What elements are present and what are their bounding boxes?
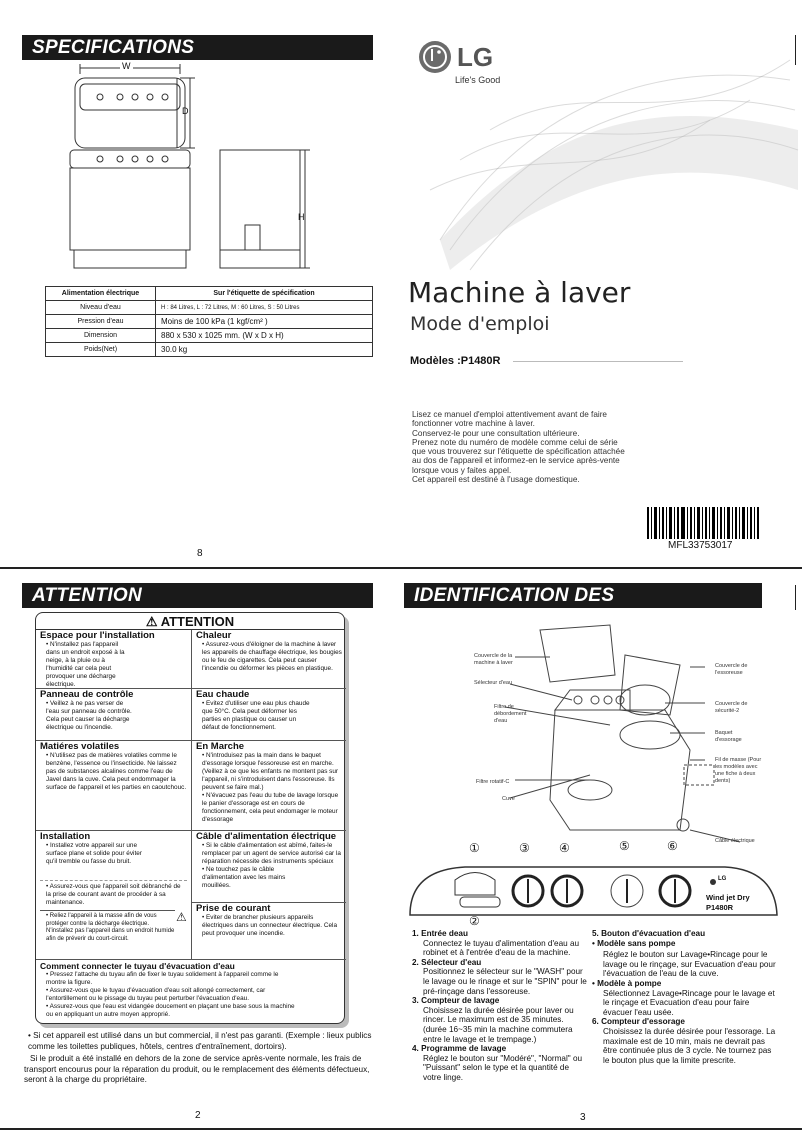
width-label: W xyxy=(122,61,131,71)
model-rule xyxy=(513,361,683,362)
label-couvercle-essoreuse: Couvercle de l'essoreuse xyxy=(715,663,748,676)
section-volatiles xyxy=(36,741,191,831)
table-row xyxy=(46,315,373,329)
label-baquet: Baquet d'essorage xyxy=(715,730,742,743)
barcode xyxy=(647,507,759,539)
cover-subtitle: Mode d'emploi xyxy=(410,313,550,335)
component-item xyxy=(412,958,588,996)
table-header-row xyxy=(46,287,373,301)
cover-title: Machine à laver xyxy=(408,276,631,309)
item-title: 1. Entrée deau xyxy=(412,929,468,938)
identification-header: IDENTIFICATION DES COMPOSANTS xyxy=(404,583,762,608)
section-text: • Assurez-vous d'éloigner de la machine à laver les appareils de chauffage électrique, les bougies ou le feu de cigarettes. Cela peut causer l'incendie ou déformer les pièces en plastique. xyxy=(202,641,342,672)
page-number: 2 xyxy=(195,1110,201,1121)
section-text: • Installez votre appareil sur une surface plane et solide pour éviter qu'il tremble ou fasse du bruit. xyxy=(46,842,142,865)
item-title: 5. Bouton d'évacuation d'eau xyxy=(592,929,706,938)
depth-label: D xyxy=(182,106,189,116)
box-title-text: ATTENTION xyxy=(160,614,235,629)
intro-line: Lisez ce manuel d'emploi attentivement avant de faire xyxy=(412,410,607,419)
section-title: Prise de courant xyxy=(196,903,271,914)
table-cell: Poids(Net) xyxy=(46,343,156,357)
component-list-left xyxy=(412,929,588,1083)
item-text: Réglez le bouton sur Lavage•Rincage pour le lavage ou le rinçage, sur Evacuation d'eau pour l'évacuation de l'eau de la cuve. xyxy=(603,950,776,979)
section-tuyau xyxy=(36,959,346,1023)
item-text: Choisissez la durée désirée pour laver ou rincer. Le maximum est de 35 minutes. (durée 16~35 min la machine commutera entre le lavage et le trempage.) xyxy=(423,1005,574,1044)
component-item xyxy=(592,1017,777,1065)
intro-line: Conservez-le pour une consultation ultérieure. xyxy=(412,428,580,438)
table-cell: Moins de 100 kPa (1 kgf/cm² ) xyxy=(156,315,373,329)
section-chaleur xyxy=(192,630,346,689)
item-title: 6. Compteur d'essorage xyxy=(592,1017,685,1027)
callout-4: ④ xyxy=(559,841,570,855)
section-panneau xyxy=(36,689,191,741)
attention-box-title xyxy=(36,613,344,630)
intro-line: lorsque vous y faites appel. xyxy=(412,465,512,475)
section-text: • Ne touchez pas le câble d'alimentation avec les mains mouillées. xyxy=(202,866,286,889)
label-cuve: Cuve xyxy=(502,796,515,802)
section-text: • N'utilisez pas de matières volatiles comme le benzène, l'essence ou l'insecticide. Ne laissez pas de substances alcalines comme l'eau de Javel dans la cuve. Cela peut endommager la surface de l'appareil et les parties en caoutchouc. xyxy=(46,752,187,791)
callout-2: ② xyxy=(469,914,480,928)
table-row xyxy=(46,343,373,357)
height-label: H xyxy=(298,212,305,222)
section-text: • Assurez-vous que l'eau est vidangée doucement en plaçant une base sous la machine ou en appliquant un autre moyen approprié. xyxy=(46,1003,295,1018)
section-espace xyxy=(36,630,191,689)
page-divider-bottom xyxy=(0,1128,802,1130)
section-text: • N'installez pas l'appareil dans un endroit exposé à la neige, à la pluie ou à l'humidité car cela peut provoquer une décharge électrique. xyxy=(46,641,125,688)
section-title: Matiéres volatiles xyxy=(40,741,120,752)
table-cell: Dimension xyxy=(46,329,156,343)
table-cell: Niveau d'eau xyxy=(46,301,156,315)
item-title: 2. Sélecteur d'eau xyxy=(412,957,482,967)
section-text: • N'évacuez pas l'eau du tube de lavage lorsque le panier d'essorage est en cours de fonctionnement, cela peut endomager le moteur d'essorage xyxy=(202,792,339,823)
section-title: Espace pour l'installation xyxy=(40,630,155,641)
component-list-right xyxy=(592,929,777,1065)
section-text: • Assurez-vous que l'appareil soit débranché de la prise de courant avant de procéder à sa maintenance. xyxy=(40,880,187,910)
panel-brand: LG xyxy=(718,876,727,882)
section-title: Panneau de contrôle xyxy=(40,689,134,700)
table-row xyxy=(46,301,373,315)
attention-notes xyxy=(24,1031,374,1086)
page-number: 3 xyxy=(580,1112,586,1123)
barcode-number: MFL33753017 xyxy=(668,540,733,551)
intro-line: que vous trouverez sur l'étiquette de spécification attachée xyxy=(412,447,625,457)
attention-header: ATTENTION xyxy=(22,583,373,608)
table-cell: 30.0 kg xyxy=(156,343,373,357)
page-divider xyxy=(0,567,802,569)
item-title: • Modèle sans pompe xyxy=(592,938,676,948)
specification-table xyxy=(45,286,373,357)
table-cell: Pression d'eau xyxy=(46,315,156,329)
machine-dimension-drawing xyxy=(60,60,360,282)
component-item xyxy=(412,996,588,1044)
section-marche xyxy=(192,741,346,831)
section-text: • Si le câble d'alimentation est abîmé, faites-le remplacer par un agent de service autorisé car la réparation nécessite des instruments spéciaux xyxy=(202,842,341,865)
component-item xyxy=(592,979,777,1017)
section-installation xyxy=(36,831,191,959)
item-text: Positionnez le sélecteur sur le "WASH" pour le lavage ou le rinage et sur le "SPIN" pour le pré-rinçage dans l'essoreuse. xyxy=(423,967,587,996)
component-item xyxy=(412,929,588,958)
table-cell: 880 x 530 x 1025 mm. (W x D x H) xyxy=(156,329,373,343)
table-cell: H : 84 Litres, L : 72 Litres, M : 60 Litres, S : 50 Litres xyxy=(156,301,373,315)
callout-3: ③ xyxy=(519,841,530,855)
intro-line: fonctionner votre machine à laver. xyxy=(412,419,535,429)
callout-6: ⑥ xyxy=(667,839,678,853)
item-title: • Modèle à pompe xyxy=(592,978,662,988)
section-text: • Veillez à ne pas verser de l'eau sur panneau de contrôle. Cela peut causer la décharge électrique ou l'incendie. xyxy=(46,700,132,731)
intro-line: Prenez note du numéro de modèle comme celui de série xyxy=(412,437,618,447)
service-zone-note: Si le produit a été installé en dehors de la zone de service après-vente normale, les frais de transport encourus pour la réparation du produit, ou le remplacement des éléments défectueux, seront à la charge du propriétaire. xyxy=(24,1054,370,1084)
section-title: Installation xyxy=(40,831,91,842)
component-item xyxy=(412,1044,588,1082)
model-number: P1480R xyxy=(460,355,501,367)
page-edge xyxy=(795,585,796,610)
item-title: 3. Compteur de lavage xyxy=(412,996,500,1006)
callout-5: ⑤ xyxy=(619,839,630,853)
model-line xyxy=(410,355,683,367)
callout-1: ① xyxy=(469,841,480,855)
panel-model: P1480R xyxy=(706,903,734,912)
section-title: Eau chaude xyxy=(196,689,250,700)
cover-intro xyxy=(412,410,625,484)
electric-warning-icon: ⚠ xyxy=(176,910,187,924)
section-text: • N'introduisez pas la main dans le baquet d'essorage lorsque l'essoreuse est en marche. (Veillez à ce que les enfants ne montent pas sur l'appareil, ni s'introduisent dans l'essoreuse. Ils peuvent se faire mal.) xyxy=(202,752,339,791)
section-text: • Reliez l'appareil à la masse afin de vous protéger contre la décharge électrique. N'installez pas l'appareil dans un endroit humide afin de préverir du court-circuit. xyxy=(40,910,175,943)
component-item xyxy=(592,939,777,979)
commercial-use-note: • Si cet appareil est utilisé dans un but commercial, il n'est pas garanti. (Exemple : lieux publics comme les toilettes publiques, hôtels, centres d'entraînement, dortoirs). xyxy=(28,1031,372,1051)
specifications-header: SPECIFICATIONS xyxy=(22,35,373,60)
brand-name: LG xyxy=(457,41,494,72)
section-eau-chaude xyxy=(192,689,346,741)
table-row xyxy=(46,329,373,343)
intro-line: Cet appareil est destiné à l'usage domestique. xyxy=(412,475,580,485)
section-text: • Evitez d'utiliser une eau plus chaude que 50°C. Cela peut déformer les parties en plastique ou causer un défaut de fonctionnement. xyxy=(202,700,310,731)
warning-triangle-icon: ⚠ xyxy=(145,614,161,629)
panel-name: Wind jet Dry xyxy=(706,893,750,902)
table-header: Sur l'étiquette de spécification xyxy=(156,287,373,301)
label-couvercle-securite: Couvercle de sécurité-2 xyxy=(715,701,748,714)
item-text: Choisissez la durée désirée pour l'essorage. La maximale est de 10 min, mais ne devrait pas être continuée plus de 3 cycle. Ne tournez pas le bouton plus que la limite prescrite. xyxy=(603,1026,776,1065)
item-title: 4. Programme de lavage xyxy=(412,1044,507,1054)
section-text: • Pressez l'attache du tuyau afin de fixer le tuyau solidement à l'appareil comme le montre la figure. xyxy=(46,971,279,986)
component-item xyxy=(592,929,777,939)
cover-swirl-graphic xyxy=(410,40,800,280)
section-title: Chaleur xyxy=(196,630,232,641)
label-fil-masse: Fil de masse (Pour les modèles avec une fiche à deux dents) xyxy=(715,757,762,784)
item-text: Connectez le tuyau d'alimentation d'eau au robinet et à l'entrée d'eau de la machine. xyxy=(423,938,580,958)
section-text: • Eviter de brancher plusieurs appareils électriques dans un connecteur électrique. Cela peut provoquer une incendie. xyxy=(202,914,337,937)
section-title: Câble d'alimentation électrique xyxy=(196,831,337,842)
label-filtre-debordement: Filtre de débordement d'eau xyxy=(494,704,527,724)
item-text: Réglez le bouton sur "Modéré", "Normal" ou "Puissant" selon le type et la quantité de votre linge. xyxy=(423,1053,583,1082)
page-number: 8 xyxy=(197,548,203,559)
section-title: Comment connecter le tuyau d'évacuation d'eau xyxy=(40,961,235,971)
item-text: Sélectionnez Lavage•Rincage pour le lavage et le rinçage et Evacuation d'eau pour faire évacuer l'eau usée. xyxy=(603,988,775,1017)
label-cable: Câble électrique xyxy=(715,838,755,844)
table-header: Alimentation électrique xyxy=(46,287,156,301)
slogan: Life's Good xyxy=(455,75,501,85)
label-filtre-rotatif: Filtre rotatif-C xyxy=(476,779,510,785)
section-title: En Marche xyxy=(196,741,245,752)
section-prise xyxy=(192,903,346,959)
label-couvercle-machine: Couvercle de la machine à laver xyxy=(474,653,513,666)
attention-box xyxy=(35,612,345,1024)
intro-line: au dos de l'appareil et informez-en le service après-vente xyxy=(412,456,620,466)
models-label: Modèles : xyxy=(410,355,461,367)
section-cable xyxy=(192,831,346,903)
label-selecteur: Sélecteur d'eau xyxy=(474,680,513,686)
section-text: • Assurez-vous que le tuyau d'évacuation d'eau soit allongé correctement, car l'entortillement ou le pissage du tuyau peut perturber l'évacuation d'eau. xyxy=(46,987,266,1002)
